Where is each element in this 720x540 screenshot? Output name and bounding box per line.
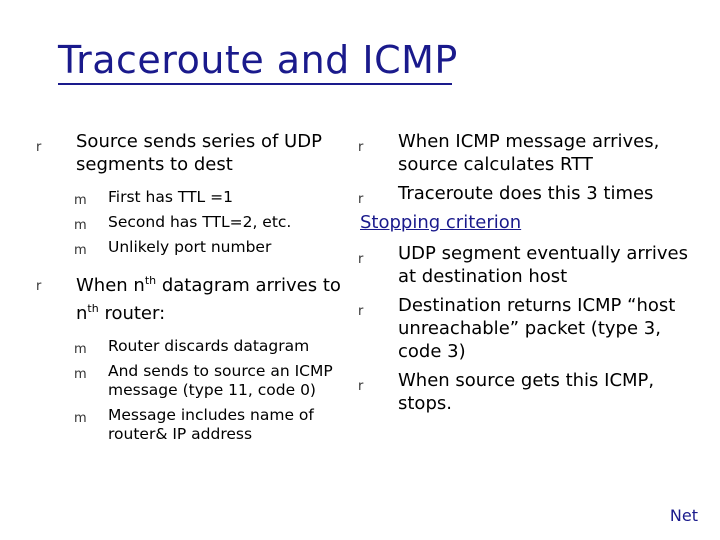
title-underline xyxy=(58,83,452,85)
bullet-item xyxy=(358,242,688,288)
bullet-marker: r xyxy=(358,192,364,207)
superscript: th xyxy=(144,274,157,287)
stopping-criterion-heading: Stopping criterion xyxy=(360,212,522,233)
sub-bullet-item xyxy=(36,238,356,257)
bullet-item xyxy=(358,182,688,205)
right-column xyxy=(358,130,688,421)
bullet-text: When ICMP message arrives, source calculates RTT xyxy=(398,131,660,175)
left-column xyxy=(36,130,356,456)
sub-bullet-item xyxy=(36,406,356,444)
bullet-text: Traceroute does this 3 times xyxy=(398,183,654,204)
slide-title: Traceroute and ICMP xyxy=(58,38,458,82)
bullet-text-part: router: xyxy=(98,303,166,324)
sub-bullet-item xyxy=(36,213,356,232)
sub-bullet-marker: m xyxy=(74,411,87,426)
superscript: th xyxy=(87,302,99,315)
sub-bullet-list xyxy=(36,337,356,444)
bullet-marker: r xyxy=(358,379,364,394)
bullet-item xyxy=(358,294,688,363)
bullet-text: UDP segment eventually arrives at destination host xyxy=(398,243,688,287)
sub-bullet-text: First has TTL =1 xyxy=(108,188,233,206)
sub-bullet-item xyxy=(36,188,356,207)
sub-bullet-list xyxy=(36,188,356,257)
bullet-text: Destination returns ICMP “host unreachable” packet (type 3, code 3) xyxy=(398,295,676,362)
sub-bullet-marker: m xyxy=(74,243,87,258)
sub-bullet-marker: m xyxy=(74,218,87,233)
bullet-item xyxy=(358,369,688,415)
bullet-item xyxy=(36,269,356,325)
sub-bullet-text: Second has TTL=2, etc. xyxy=(108,213,292,231)
sub-bullet-text: And sends to source an ICMP message (type 11, code 0) xyxy=(108,362,333,399)
bullet-marker: r xyxy=(358,140,364,155)
sub-bullet-item xyxy=(36,362,356,400)
bullet-text-part: datagram arrives to n xyxy=(76,275,341,324)
sub-bullet-text: Message includes name of router& IP address xyxy=(108,406,314,443)
sub-bullet-marker: m xyxy=(74,367,87,382)
sub-bullet-marker: m xyxy=(74,342,87,357)
bullet-marker: r xyxy=(36,279,42,294)
bullet-text: Source sends series of UDP segments to dest xyxy=(76,131,322,175)
sub-bullet-marker: m xyxy=(74,193,87,208)
sub-bullet-text: Router discards datagram xyxy=(108,337,310,355)
bullet-marker: r xyxy=(358,252,364,267)
bullet-text-part: When n xyxy=(76,275,145,296)
bullet-text: When source gets this ICMP, stops. xyxy=(398,370,655,414)
footer-label: Net xyxy=(669,506,698,525)
bullet-item xyxy=(358,130,688,176)
sub-bullet-item xyxy=(36,337,356,356)
sub-bullet-text: Unlikely port number xyxy=(108,238,272,256)
bullet-item xyxy=(36,130,356,176)
bullet-marker: r xyxy=(36,140,42,155)
bullet-marker: r xyxy=(358,304,364,319)
